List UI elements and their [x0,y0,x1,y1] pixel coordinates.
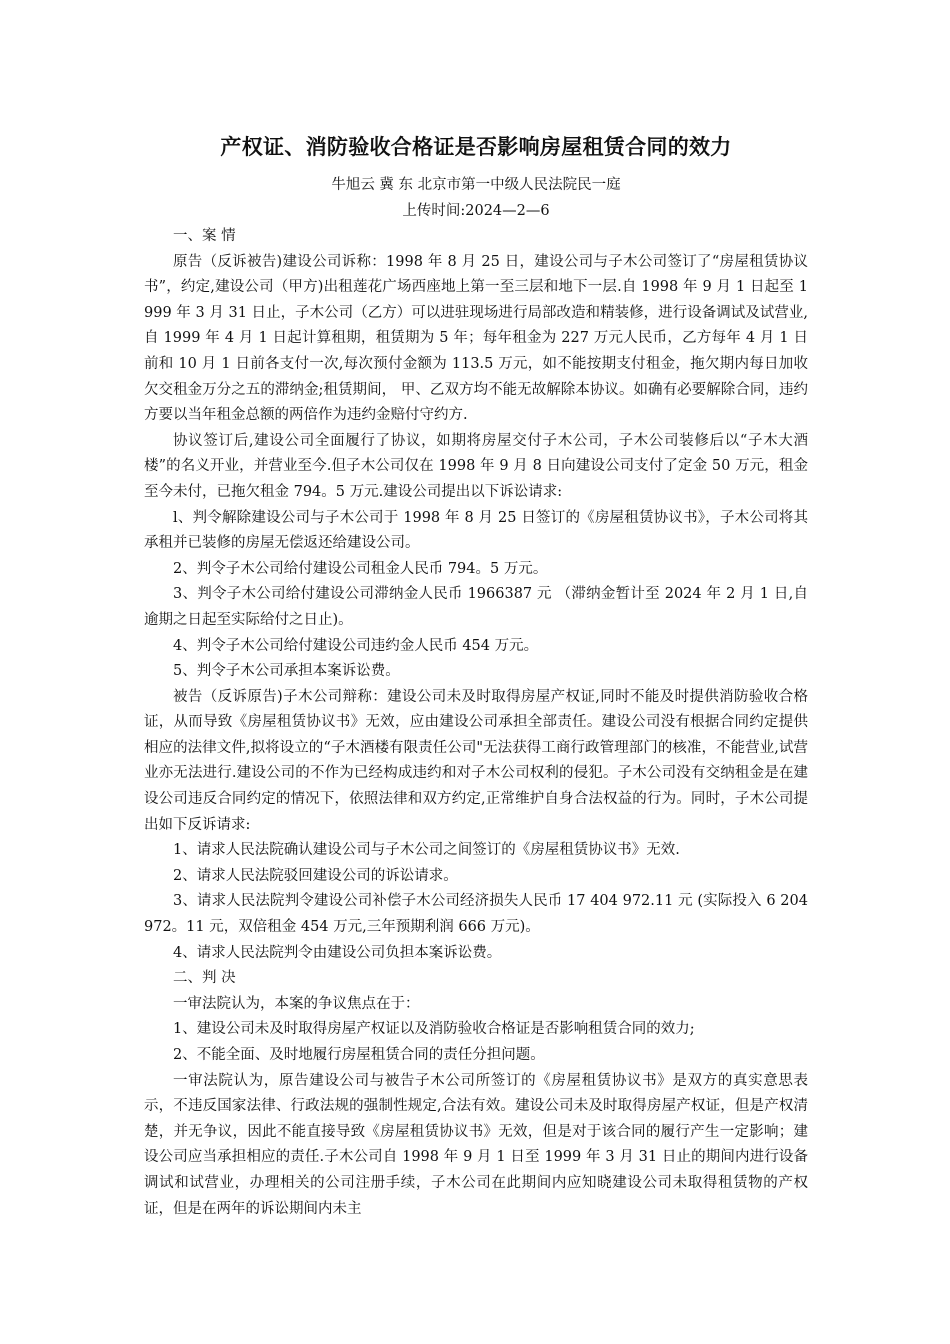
author-line: 牛旭云 冀 东 北京市第一中级人民法院民一庭 [331,177,621,193]
counterclaim-item: 2、请求人民法院驳回建设公司的诉讼请求。 [173,867,458,884]
section-heading: 二、判 决 [173,970,236,987]
upload-time: 上传时间:2024—2—6 [402,203,550,219]
paragraph: 协议签订后,建设公司全面履行了协议，如期将房屋交付子木公司，子木公司装修后以“子木大酒楼”的名义开业，并营业至今.但子木公司仅在 1998 年 9 月 8 日向建设公司支付了定金 50 万元，租金至今未付，已拖欠租金 794。5 万元.建设公司提出以下诉讼请求: [144,432,808,500]
paragraph: 一审法院认为，原告建设公司与被告子木公司所签订的《房屋租赁协议书》是双方的真实意思表示，不违反国家法律、行政法规的强制性规定,合法有效。建设公司未及时取得房屋产权证，但是产权清楚，并无争议，因此不能直接导致《房屋租赁协议书》无效，但是对于该合同的履行产生一定影响；建设公司应当承担相应的责任.子木公司自 1998 年 9 月 1 日至 1999 年 3 月 31 日止的期间内进行设备调试和试营业，办理相关的公司注册手续，子木公司在此期间内应知晓建设公司未取得租赁物的产权证，但是在两年的诉讼期间内未主 [144,1072,808,1217]
claim-item: 4、判令子木公司给付建设公司违约金人民币 454 万元。 [173,637,539,654]
paragraph: 原告（反诉被告)建设公司诉称：1998 年 8 月 25 日，建设公司与子木公司签订了“房屋租赁协议书”，约定,建设公司（甲方)出租莲花广场西座地上第一至三层和地下一层.自 1998 年 9 月 1 日起至 1999 年 3 月 31 日止，子木公司（乙方）可以进驻现场进行局部改造和精装修，进行设备调试及试营业,自 1999 年 4 月 1 日起计算租期，租赁期为 5 年；每年租金为 227 万元人民币，乙方每年 4 月 1 日前和 10 月 1 日前各支付一次,每次预付金额为 113.5 万元，如不能按期支付租金，拖欠期内每日加收欠交租金万分之五的滞纳金;租赁期间， 甲、乙双方均不能无故解除本协议。如确有必要解除合同，违约方要以当年租金总额的两倍作为违约金赔付守约方. [144,253,808,424]
paragraph: 一审法院认为，本案的争议焦点在于： [173,995,420,1012]
claim-item: l、判令解除建设公司与子木公司于 1998 年 8 月 25 日签订的《房屋租赁协议书》，子木公司将其承租并已装修的房屋无偿返还给建设公司。 [144,509,808,552]
claim-item: 3、判令子木公司给付建设公司滞纳金人民币 1966387 元 （滞纳金暂计至 2024 年 2 月 1 日,自逾期之日起至实际给付之日止)。 [144,586,808,628]
counterclaim-item: 3、请求人民法院判令建设公司补偿子木公司经济损失人民币 17 404 972.11 元 (实际投入 6 204 972。11 元，双倍租金 454 万元,三年预期利润 666 万元)。 [144,893,808,936]
section-case [144,224,808,966]
counterclaim-item: 4、请求人民法院判令由建设公司负担本案诉讼费。 [173,944,502,961]
claim-item: 2、判令子木公司给付建设公司租金人民币 794。5 万元。 [173,560,548,577]
issue-item: 2、不能全面、及时地履行房屋租赁合同的责任分担问题。 [173,1047,545,1063]
issue-item: 1、建设公司未及时取得房屋产权证以及消防验收合格证是否影响租赁合同的效力; [173,1021,695,1038]
paragraph: 被告（反诉原告)子木公司辩称：建设公司未及时取得房屋产权证,同时不能及时提供消防验收合格证，从而导致《房屋租赁协议书》无效，应由建设公司承担全部责任。建设公司没有根据合同约定提供相应的法律文件,拟将设立的“子木酒楼有限责任公司"无法获得工商行政管理部门的核准，不能营业,试营业亦无法进行.建设公司的不作为已经构成违约和对子木公司权利的侵犯。子木公司没有交纳租金是在建设公司违反合同约定的情况下，依照法律和双方约定,正常维护自身合法权益的行为。同时，子木公司提出如下反诉请求: [144,688,808,833]
claim-item: 5、判令子木公司承担本案诉讼费。 [173,663,400,680]
section-heading: 一、案 情 [173,228,236,244]
document-page [144,132,808,1222]
section-judgment [144,966,808,1222]
counterclaim-item: 1、请求人民法院确认建设公司与子木公司之间签订的《房屋租赁协议书》无效. [173,842,680,859]
document-title: 产权证、消防验收合格证是否影响房屋租赁合同的效力 [220,134,732,159]
